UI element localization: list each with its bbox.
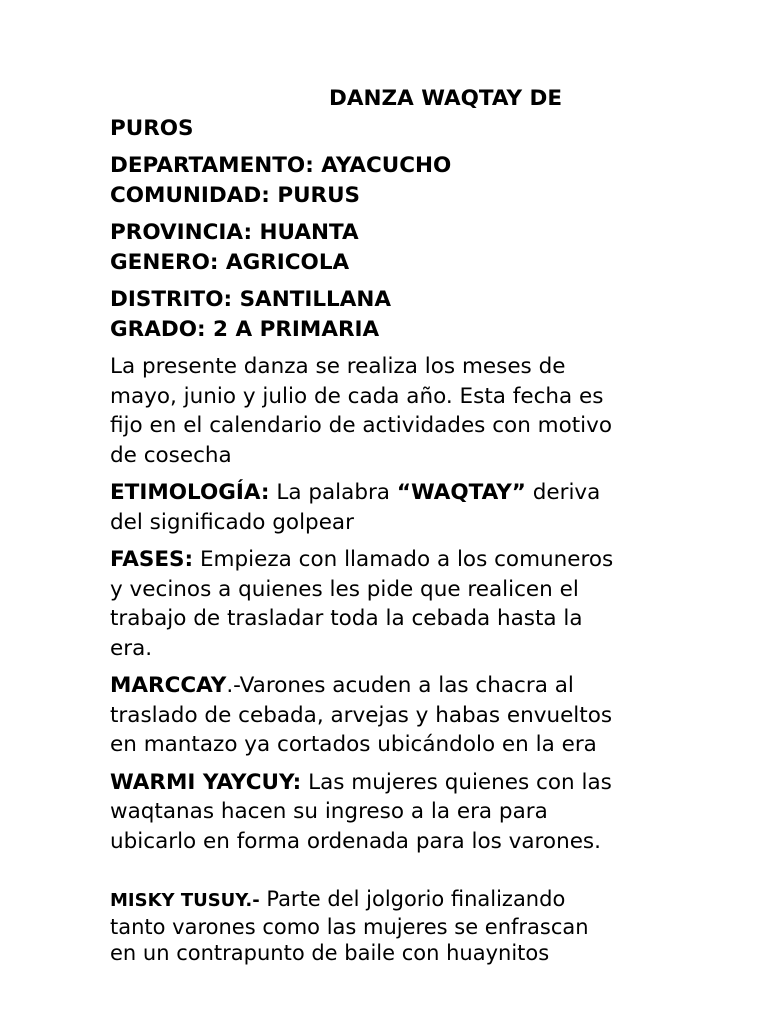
title-line-2: PUROS (110, 115, 194, 141)
fases-line: era. (110, 635, 153, 661)
etimologia-text: La palabra (269, 480, 397, 505)
fases-paragraph (110, 545, 670, 663)
fases-line (110, 545, 670, 575)
misky-text: Parte del jolgorio finalizando (259, 887, 566, 911)
grado-field: GRADO: 2 A PRIMARIA (110, 316, 380, 342)
misky-line (110, 886, 670, 914)
misky-paragraph (110, 886, 670, 966)
fases-line: y vecinos a quienes les pide que realicen el (110, 576, 579, 602)
intro-paragraph (110, 352, 670, 470)
marccay-line: en mantazo ya cortados ubicándolo en la era (110, 732, 597, 757)
provincia-field: PROVINCIA: HUANTA (110, 220, 359, 245)
fases-text: Empieza con llamado a los comuneros (193, 547, 614, 572)
misky-line: en un contrapunto de baile con huaynitos (110, 941, 550, 965)
intro-line: La presente danza se realiza los meses de (110, 354, 566, 379)
warmi-paragraph (110, 768, 670, 857)
etimologia-word: “WAQTAY” (396, 480, 526, 505)
warmi-text: Las mujeres quienes con las (301, 769, 612, 795)
genero-field: GENERO: AGRICOLA (110, 249, 350, 275)
departamento-field: DEPARTAMENTO: AYACUCHO (110, 153, 452, 178)
etimologia-paragraph (110, 478, 670, 537)
marccay-text: .-Varones acuden a las chacra al (226, 673, 574, 698)
misky-line: tanto varones como las mujeres se enfrascan (110, 915, 589, 939)
warmi-label: WARMI YAYCUY: (110, 769, 302, 795)
location-block-3 (110, 285, 670, 344)
intro-line: de cosecha (110, 442, 232, 468)
document-title (110, 84, 670, 143)
warmi-line: ubicarlo en forma ordenada para los varones. (110, 828, 601, 854)
distrito-field: DISTRITO: SANTILLANA (110, 287, 392, 312)
title-line-1: DANZA WAQTAY DE (329, 86, 563, 111)
marccay-line: traslado de cebada, arvejas y habas envueltos (110, 702, 613, 728)
marccay-line (110, 671, 670, 701)
warmi-line (110, 768, 670, 798)
comunidad-field: COMUNIDAD: PURUS (110, 182, 361, 208)
intro-line: mayo, junio y julio de cada año. Esta fecha es (110, 383, 604, 409)
warmi-line: waqtanas hacen su ingreso a la era para (110, 799, 548, 824)
marccay-label: MARCCAY (110, 673, 227, 698)
location-block-2 (110, 218, 670, 277)
fases-label: FASES: (110, 547, 194, 572)
intro-line: fijo en el calendario de actividades con motivo (110, 413, 613, 438)
misky-label: MISKY TUSUY.- (110, 890, 260, 911)
etimologia-label: ETIMOLOGÍA: (110, 480, 270, 505)
fases-line: trabajo de trasladar toda la cebada hasta la (110, 606, 583, 631)
etimologia-line-2: del significado golpear (110, 509, 354, 535)
marccay-paragraph (110, 671, 670, 760)
etimologia-line (110, 478, 670, 508)
location-block-1 (110, 151, 670, 210)
etimologia-text: deriva (525, 480, 601, 505)
document-page (110, 84, 670, 966)
